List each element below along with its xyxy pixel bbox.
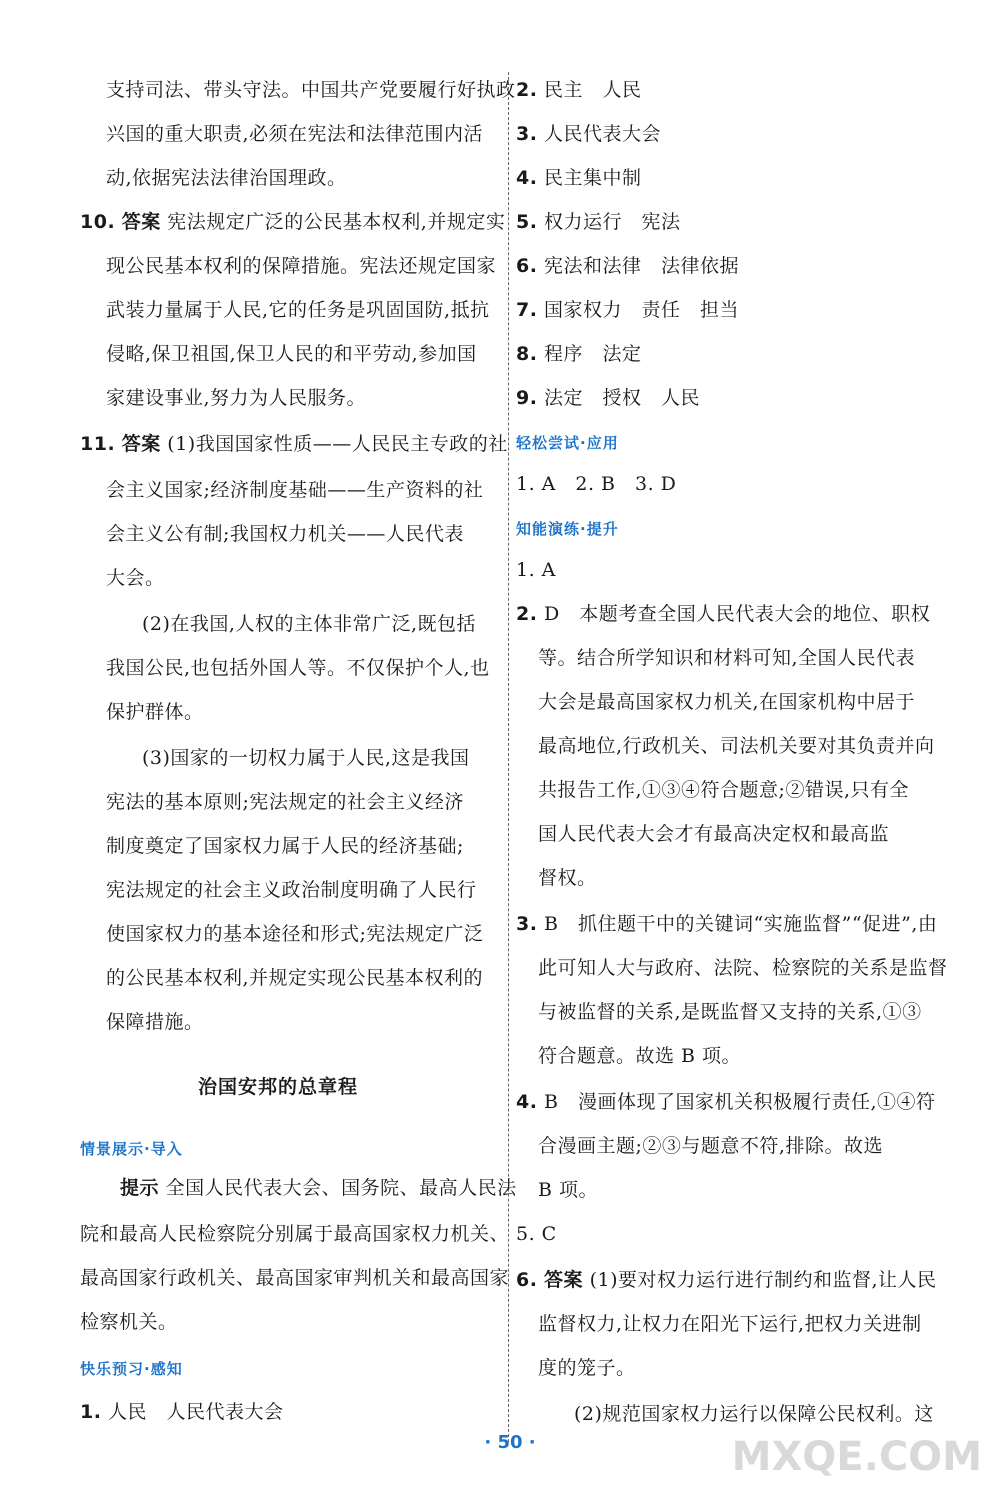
text-line: 国人民代表大会才有最高决定权和最高监 — [538, 823, 890, 845]
answer-10-line — [80, 210, 505, 234]
answer-line: 5. C — [516, 1223, 557, 1245]
question-number: 9. — [516, 387, 538, 409]
text-line: 大会。 — [106, 567, 165, 589]
text-line: 度的笼子。 — [538, 1357, 636, 1379]
answer-line — [516, 210, 681, 234]
text-line: (2)在我国,人权的主体非常广泛,既包括 — [142, 613, 476, 635]
answer-3-line — [516, 912, 937, 936]
text-line: 的公民基本权利,并规定实现公民基本权利的 — [106, 967, 484, 989]
answer-label: 答案 — [121, 211, 161, 233]
answer-line — [516, 166, 642, 190]
answer-text: 法定 授权 人民 — [544, 387, 701, 409]
section-header: 情景展示·导入 — [80, 1140, 183, 1158]
answer-text: D 本题考查全国人民代表大会的地位、职权 — [544, 603, 931, 625]
page-number: · 50 · — [484, 1432, 536, 1453]
answer-text: 程序 法定 — [544, 343, 642, 365]
answer-4-line — [516, 1090, 936, 1114]
text-line: 与被监督的关系,是既监督又支持的关系,①③ — [538, 1001, 922, 1023]
answer-line — [516, 298, 739, 322]
text-line: 最高地位,行政机关、司法机关要对其负责并向 — [538, 735, 935, 757]
question-number: 6. — [516, 255, 538, 277]
hint-line — [120, 1176, 517, 1200]
text-line: 符合题意。故选 B 项。 — [538, 1045, 742, 1067]
text-line: 侵略,保卫祖国,保卫人民的和平劳动,参加国 — [106, 343, 477, 365]
answer-text: 民主集中制 — [544, 167, 642, 189]
watermark: MXQE.COM — [731, 1434, 982, 1480]
text-line: 我国公民,也包括外国人等。不仅保护个人,也 — [106, 657, 490, 679]
answer-text: (1)我国国家性质——人民民主专政的社 — [167, 433, 508, 455]
answer-text: 权力运行 宪法 — [544, 211, 681, 233]
answer-text: 民主 人民 — [544, 79, 642, 101]
text-line: 督权。 — [538, 867, 597, 889]
answer-line — [516, 122, 661, 146]
text-line: 兴国的重大职责,必须在宪法和法律范围内活 — [106, 123, 484, 145]
section-header: 快乐预习·感知 — [80, 1360, 183, 1378]
text-line: 支持司法、带头守法。中国共产党要履行好执政 — [106, 79, 516, 101]
answer-text: 宪法和法律 法律依据 — [544, 255, 740, 277]
answer-text: B 漫画体现了国家机关积极履行责任,①④符 — [544, 1091, 936, 1113]
text-line: 等。结合所学知识和材料可知,全国人民代表 — [538, 647, 916, 669]
answer-6-line — [516, 1268, 937, 1292]
text-line: 保护群体。 — [106, 701, 204, 723]
answer-line — [516, 78, 642, 102]
answer-line — [516, 386, 700, 410]
answer-line: 1. A — [516, 559, 556, 581]
answer-label: 答案 — [544, 1269, 584, 1291]
text-line: 制度奠定了国家权力属于人民的经济基础; — [106, 835, 464, 857]
answer-text: B 抓住题干中的关键词“实施监督”“促进”,由 — [544, 913, 938, 935]
answer-text: 宪法规定广泛的公民基本权利,并规定实 — [167, 211, 506, 233]
hint-label: 提示 — [120, 1177, 160, 1199]
text-line: 此可知人大与政府、法院、检察院的关系是监督 — [538, 957, 948, 979]
text-line: 会主义国家;经济制度基础——生产资料的社 — [106, 479, 484, 501]
question-number: 4. — [516, 167, 538, 189]
question-number: 3. — [516, 913, 538, 935]
text-line: 动,依据宪法法律治国理政。 — [106, 167, 347, 189]
text-line: 院和最高人民检察院分别属于最高国家权力机关、 — [80, 1223, 510, 1245]
question-number: 11. — [80, 433, 116, 455]
text-line: 会主义公有制;我国权力机关——人民代表 — [106, 523, 464, 545]
text-line: B 项。 — [538, 1179, 599, 1201]
question-number: 4. — [516, 1091, 538, 1113]
answer-text: 人民 人民代表大会 — [108, 1401, 284, 1423]
question-number: 3. — [516, 123, 538, 145]
section-header: 知能演练·提升 — [516, 520, 619, 538]
question-number: 6. — [516, 1269, 538, 1291]
question-number: 7. — [516, 299, 538, 321]
text-line: 监督权力,让权力在阳光下运行,把权力关进制 — [538, 1313, 922, 1335]
answer-2-line — [516, 602, 930, 626]
text-line: 最高国家行政机关、最高国家审判机关和最高国家 — [80, 1267, 510, 1289]
answer-line — [516, 254, 739, 278]
question-number: 10. — [80, 211, 116, 233]
text-line: 大会是最高国家权力机关,在国家机构中居于 — [538, 691, 916, 713]
text-line: 检察机关。 — [80, 1311, 178, 1333]
section-header: 轻松尝试·应用 — [516, 434, 619, 452]
answer-11-line — [80, 432, 508, 456]
answer-line — [516, 342, 642, 366]
text-line: 保障措施。 — [106, 1011, 204, 1033]
question-number: 2. — [516, 79, 538, 101]
question-number: 8. — [516, 343, 538, 365]
text-line: 共报告工作,①③④符合题意;②错误,只有全 — [538, 779, 909, 801]
text-line: 宪法规定的社会主义政治制度明确了人民行 — [106, 879, 477, 901]
answer-text: 国家权力 责任 担当 — [544, 299, 740, 321]
text-line: 家建设事业,努力为人民服务。 — [106, 387, 367, 409]
hint-text: 全国人民代表大会、国务院、最高人民法 — [165, 1177, 517, 1199]
text-line: (3)国家的一切权力属于人民,这是我国 — [142, 747, 470, 769]
question-number: 2. — [516, 603, 538, 625]
text-line: 宪法的基本原则;宪法规定的社会主义经济 — [106, 791, 464, 813]
answer-text: 人民代表大会 — [544, 123, 662, 145]
section-title: 治国安邦的总章程 — [198, 1076, 359, 1098]
quick-answers: 1. A 2. B 3. D — [516, 473, 677, 495]
answer-line — [80, 1400, 284, 1424]
text-line: 使国家权力的基本途径和形式;宪法规定广泛 — [106, 923, 484, 945]
page-number-value: 50 — [497, 1432, 523, 1453]
question-number: 5. — [516, 211, 538, 233]
answer-label: 答案 — [121, 433, 161, 455]
text-line: 武装力量属于人民,它的任务是巩固国防,抵抗 — [106, 299, 490, 321]
text-line: (2)规范国家权力运行以保障公民权利。这 — [574, 1403, 934, 1425]
text-line: 现公民基本权利的保障措施。宪法还规定国家 — [106, 255, 497, 277]
question-number: 1. — [80, 1401, 102, 1423]
text-line: 合漫画主题;②③与题意不符,排除。故选 — [538, 1135, 883, 1157]
answer-text: (1)要对权力运行进行制约和监督,让人民 — [589, 1269, 937, 1291]
